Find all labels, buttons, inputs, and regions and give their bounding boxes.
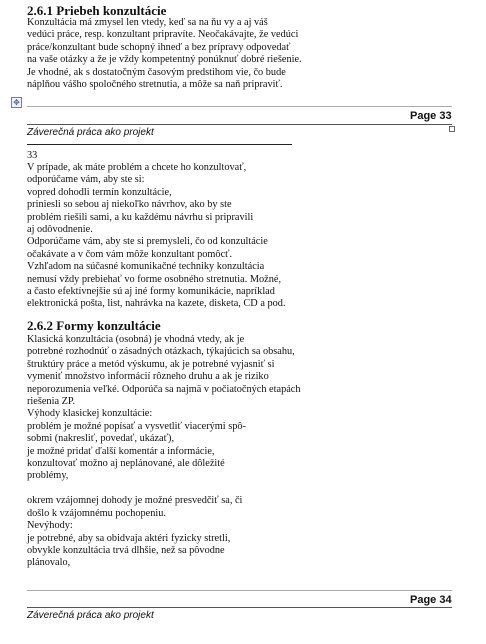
running-title-page-34: Záverečná práca ako projekt <box>27 610 154 621</box>
text-line: problém je možné popísať a vysvetliť viacerými spô- <box>27 420 246 432</box>
text-line: štruktúry práce a metód výskumu, ak je potrebné vyjasniť si <box>27 358 275 370</box>
move-arrows-icon[interactable]: ✥ <box>11 97 22 108</box>
page-33-rule <box>27 106 452 107</box>
text-line: sobmi (nakresliť, povedať, ukázať), <box>27 433 175 445</box>
section-heading-2-6-1: 2.6.1 Priebeh konzultácie <box>27 3 167 18</box>
text-line: Je vhodné, ak s dostatočným časovým predstihom vie, čo bude <box>27 66 286 78</box>
text-line: plánovalo, <box>27 557 71 569</box>
text-line: odporúčame vám, aby ste si: <box>27 174 145 186</box>
text-line: vopred dohodli termín konzultácie, <box>27 186 172 198</box>
page-33-label: Page 33 <box>410 110 452 122</box>
text-line: obvykle konzultácia trvá dlhšie, než sa pôvodne <box>27 544 225 556</box>
text-line: priniesli so sebou aj niekoľko návrhov, ako by ste <box>27 199 232 211</box>
text-line <box>27 483 301 495</box>
section-2-6-1-text <box>27 17 302 91</box>
page-34-footer-rule <box>27 607 452 608</box>
text-line: V prípade, ak máte problém a chcete ho konzultovať, <box>27 162 247 173</box>
text-line: na vaše otázky a že je vždy kompetentný ponúknuť dobré riešenie. <box>27 54 302 66</box>
section-heading-2-6-2: 2.6.2 Formy konzultácie <box>27 318 161 333</box>
text-line: aj odôvodnenie. <box>27 224 93 236</box>
body-text-block <box>27 162 285 311</box>
text-line: Konzultácia má zmysel len vtedy, keď sa na ňu vy a aj váš <box>27 17 268 28</box>
text-line: došlo k vzájomnému pochopeniu. <box>27 507 166 519</box>
running-title-page-33: Záverečná práca ako projekt <box>27 127 154 138</box>
text-line: nemusí vždy prebiehať vo forme osobného stretnutia. Možné, <box>27 273 282 285</box>
text-line: a často efektívnejšie sú aj iné formy komunikácie, napríklad <box>27 286 275 298</box>
text-line: problémy, <box>27 470 69 482</box>
text-line: očakávate a v čom vám môže konzultant pomôcť. <box>27 248 233 260</box>
text-line: riešenia ZP. <box>27 396 76 408</box>
text-line: Nevýhody: <box>27 520 73 532</box>
text-line: elektronická pošta, list, nahrávka na kazete, disketa, CD a pod. <box>27 298 286 310</box>
text-line: konzultovať možno aj neplánované, ale dôležité <box>27 458 225 470</box>
page-34-rule <box>27 590 452 591</box>
page-34-label: Page 34 <box>410 594 452 606</box>
text-line: neporozumenia veľké. Odporúča sa najmä v počiatočných etapách <box>27 383 301 395</box>
text-line: Klasická konzultácia (osobná) je vhodná vtedy, ak je <box>27 334 245 345</box>
text-line: je potrebné, aby sa obidvaja aktéri fyzicky stretli, <box>27 532 231 544</box>
page-33-footer-rule <box>27 124 452 125</box>
resize-square-icon[interactable] <box>449 126 455 132</box>
text-line: potrebné rozhodnúť o zásadných otázkach, týkajúcich sa obsahu, <box>27 346 295 358</box>
text-line: práce/konzultant bude schopný ihneď a bez prípravy odpovedať <box>27 41 291 53</box>
text-line: problém riešili sami, a ku každému návrhu si pripravili <box>27 211 254 223</box>
page-number: 33 <box>27 150 38 161</box>
text-line: okrem vzájomnej dohody je možné presvedčiť sa, či <box>27 495 243 507</box>
text-line: vedúci práce, resp. konzultant pripravíte. Neočakávajte, že vedúci <box>27 29 299 41</box>
text-line: Vzhľadom na súčasné komunikačné techniky konzultácia <box>27 261 265 273</box>
text-line: Odporúčame vám, aby ste si premysleli, čo od konzultácie <box>27 236 268 248</box>
section-2-6-2-text <box>27 334 301 570</box>
text-line: vymeniť množstvo informácií rôzneho druhu a ak je riziko <box>27 371 269 383</box>
text-line: Výhody klasickej konzultácie: <box>27 408 153 420</box>
running-title-underline <box>27 144 292 145</box>
text-line: je možné pridať ďalší komentár a informácie, <box>27 445 215 457</box>
text-line: náplňou vášho spoločného stretnutia, a môže sa naň pripraviť. <box>27 79 283 91</box>
